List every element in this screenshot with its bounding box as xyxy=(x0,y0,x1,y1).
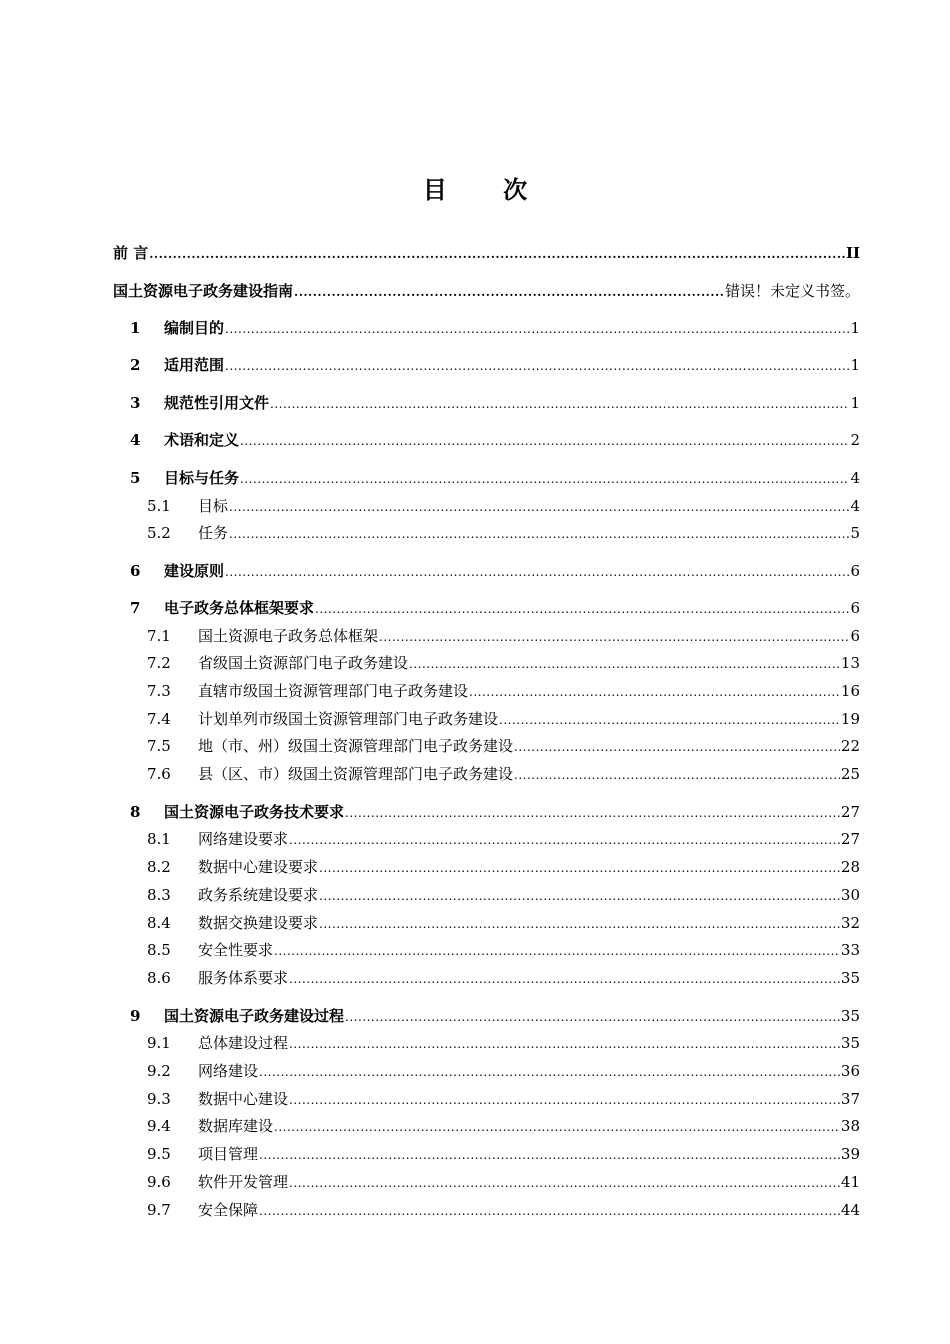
toc-entry-page: 4 xyxy=(850,497,860,515)
toc-entry-page: 36 xyxy=(840,1062,860,1080)
toc-leader-dots xyxy=(240,431,849,451)
toc-entry-label: 国土资源电子政务总体框架 xyxy=(198,627,379,645)
toc-leader-dots xyxy=(289,1090,840,1110)
toc-leader-dots xyxy=(274,941,840,961)
toc-entry-label: 任务 xyxy=(198,524,229,542)
toc-entry-page: 16 xyxy=(840,682,860,700)
toc-entry[interactable] xyxy=(130,318,860,339)
toc-entry[interactable] xyxy=(130,802,860,823)
toc-entry[interactable] xyxy=(130,430,860,451)
toc-entry-page: 5 xyxy=(850,524,860,542)
toc-entry[interactable] xyxy=(147,709,860,730)
toc-entry[interactable] xyxy=(147,1089,860,1110)
toc-leader-dots xyxy=(469,682,840,702)
toc-entry[interactable] xyxy=(147,940,860,961)
toc-entry-page: 2 xyxy=(850,431,860,449)
toc-entry-number: 2 xyxy=(130,356,141,374)
toc-entry-label: 规范性引用文件 xyxy=(164,394,270,412)
toc-entry-page: 35 xyxy=(840,1034,860,1052)
toc-leader-dots xyxy=(345,803,840,823)
toc-entry-page: 6 xyxy=(850,627,860,645)
toc-entry-number: 8.2 xyxy=(147,858,171,876)
toc-leader-dots xyxy=(289,969,840,989)
toc-entry-label: 国土资源电子政务技术要求 xyxy=(164,803,345,821)
toc-entry[interactable] xyxy=(147,829,860,850)
toc-entry-number: 8.6 xyxy=(147,969,171,987)
toc-entry-number: 9.1 xyxy=(147,1034,171,1052)
toc-leader-dots xyxy=(409,654,840,674)
toc-entry[interactable] xyxy=(147,1200,860,1221)
toc-entry-page: 25 xyxy=(840,765,860,783)
toc-entry[interactable] xyxy=(147,681,860,702)
toc-entry-number: 9.6 xyxy=(147,1173,171,1191)
toc-entry[interactable] xyxy=(147,1144,860,1165)
toc-entry-page: 4 xyxy=(850,469,860,487)
toc-entry-page: 32 xyxy=(840,914,860,932)
toc-entry[interactable] xyxy=(130,598,860,619)
toc-entry-label: 数据库建设 xyxy=(198,1117,274,1135)
toc-entry-label: 项目管理 xyxy=(198,1145,259,1163)
toc-entry-number: 8.3 xyxy=(147,886,171,904)
toc-entry[interactable] xyxy=(147,653,860,674)
toc-entry-number: 7.1 xyxy=(147,627,171,645)
toc-entry[interactable] xyxy=(147,857,860,878)
toc-entry-label: 总体建设过程 xyxy=(198,1034,289,1052)
toc-leader-dots xyxy=(229,497,849,517)
toc-entry[interactable] xyxy=(147,764,860,785)
toc-entry-number: 6 xyxy=(130,562,141,580)
toc-entry-page: 35 xyxy=(840,1007,860,1025)
toc-entry-page: II xyxy=(845,244,860,262)
toc-entry-label: 省级国土资源部门电子政务建设 xyxy=(198,654,409,672)
toc-entry[interactable] xyxy=(147,1172,860,1193)
toc-leader-dots xyxy=(229,524,849,544)
toc-entry-label: 前 言 xyxy=(113,244,149,262)
toc-leader-dots xyxy=(379,627,849,647)
toc-leader-dots xyxy=(259,1062,840,1082)
toc-entry-page: 38 xyxy=(840,1117,860,1135)
toc-leader-dots xyxy=(499,710,840,730)
toc-entry-number: 7.5 xyxy=(147,737,171,755)
toc-entry-label: 政务系统建设要求 xyxy=(198,886,319,904)
toc-entry-label: 目标与任务 xyxy=(164,469,240,487)
toc-entry[interactable] xyxy=(147,523,860,544)
toc-entry-number: 9.3 xyxy=(147,1090,171,1108)
toc-entry-label: 术语和定义 xyxy=(164,431,240,449)
toc-entry[interactable] xyxy=(130,355,860,376)
toc-leader-dots xyxy=(270,394,849,414)
toc-entry[interactable] xyxy=(147,1061,860,1082)
toc-leader-dots xyxy=(319,886,840,906)
toc-entry-label: 数据中心建设要求 xyxy=(198,858,319,876)
toc-entry-number: 7.4 xyxy=(147,710,171,728)
toc-leader-dots xyxy=(289,830,840,850)
toc-entry-number: 5.2 xyxy=(147,524,171,542)
toc-entry[interactable] xyxy=(130,561,860,582)
toc-entry-page: 1 xyxy=(850,319,860,337)
toc-entry-label: 网络建设要求 xyxy=(198,830,289,848)
toc-entry-label: 适用范围 xyxy=(164,356,225,374)
toc-leader-dots xyxy=(294,282,724,302)
toc-entry-number: 9.2 xyxy=(147,1062,171,1080)
toc-entry-page: 39 xyxy=(840,1145,860,1163)
toc-leader-dots xyxy=(289,1034,840,1054)
toc-entry-number: 9.4 xyxy=(147,1117,171,1135)
toc-entry[interactable] xyxy=(147,1116,860,1137)
toc-entry-page: 44 xyxy=(840,1201,860,1219)
toc-entry-label: 国土资源电子政务建设指南 xyxy=(113,282,294,300)
toc-entry-label: 地（市、州）级国土资源管理部门电子政务建设 xyxy=(198,737,514,755)
toc-leader-dots xyxy=(345,1007,840,1027)
toc-leader-dots xyxy=(274,1117,840,1137)
toc-entry-label: 电子政务总体框架要求 xyxy=(164,599,315,617)
toc-entry-page: 1 xyxy=(850,394,860,412)
toc-entry[interactable] xyxy=(147,496,860,517)
toc-entry-page: 6 xyxy=(850,599,860,617)
toc-entry-page: 22 xyxy=(840,737,860,755)
toc-leader-dots xyxy=(225,319,849,339)
toc-leader-dots xyxy=(225,356,849,376)
toc-entry-label: 数据中心建设 xyxy=(198,1090,289,1108)
toc-leader-dots xyxy=(319,858,840,878)
toc-entry[interactable] xyxy=(113,243,860,264)
toc-entry-page: 35 xyxy=(840,969,860,987)
toc-leader-dots xyxy=(315,599,849,619)
toc-entry-label: 安全性要求 xyxy=(198,941,274,959)
toc-entry-label: 网络建设 xyxy=(198,1062,259,1080)
toc-entry[interactable] xyxy=(147,968,860,989)
toc-entry[interactable] xyxy=(130,1006,860,1027)
toc-heading: 目 次 xyxy=(422,176,552,204)
toc-entry[interactable] xyxy=(130,468,860,489)
toc-entry-page: 19 xyxy=(840,710,860,728)
toc-entry-page: 28 xyxy=(840,858,860,876)
toc-entry[interactable] xyxy=(147,885,860,906)
toc-entry-number: 8.4 xyxy=(147,914,171,932)
toc-entry-number: 8.5 xyxy=(147,941,171,959)
toc-entry[interactable] xyxy=(147,736,860,757)
toc-leader-dots xyxy=(514,737,840,757)
toc-entry[interactable] xyxy=(113,281,860,302)
toc-entry-page: 30 xyxy=(840,886,860,904)
toc-entry-number: 7.6 xyxy=(147,765,171,783)
toc-entry[interactable] xyxy=(130,393,860,414)
toc-leader-dots xyxy=(225,562,849,582)
toc-entry-label: 直辖市级国土资源管理部门电子政务建设 xyxy=(198,682,469,700)
toc-entry-page: 27 xyxy=(840,830,860,848)
toc-entry-label: 软件开发管理 xyxy=(198,1173,289,1191)
toc-entry-number: 4 xyxy=(130,431,141,449)
toc-entry-number: 1 xyxy=(130,319,141,337)
toc-entry-number: 5.1 xyxy=(147,497,171,515)
toc-entry-page: 13 xyxy=(840,654,860,672)
toc-entry-label: 服务体系要求 xyxy=(198,969,289,987)
toc-entry-number: 9.5 xyxy=(147,1145,171,1163)
toc-entry-page: 27 xyxy=(840,803,860,821)
toc-leader-dots xyxy=(514,765,840,785)
toc-leader-dots xyxy=(319,914,840,934)
toc-entry-number: 7 xyxy=(130,599,141,617)
toc-entry-number: 7.3 xyxy=(147,682,171,700)
toc-entry-page: 37 xyxy=(840,1090,860,1108)
toc-entry-label: 编制目的 xyxy=(164,319,225,337)
toc-entry-number: 8.1 xyxy=(147,830,171,848)
toc-entry-number: 7.2 xyxy=(147,654,171,672)
toc-entry-number: 3 xyxy=(130,394,141,412)
toc-entry-page: 错误！未定义书签。 xyxy=(724,282,860,300)
toc-entry[interactable] xyxy=(147,1033,860,1054)
toc-entry-number: 9.7 xyxy=(147,1201,171,1219)
toc-entry-label: 国土资源电子政务建设过程 xyxy=(164,1007,345,1025)
toc-entry-page: 33 xyxy=(840,941,860,959)
toc-leader-dots xyxy=(240,469,849,489)
toc-entry-number: 8 xyxy=(130,803,141,821)
toc-leader-dots xyxy=(259,1201,840,1221)
toc-entry-label: 计划单列市级国土资源管理部门电子政务建设 xyxy=(198,710,499,728)
toc-entry-label: 数据交换建设要求 xyxy=(198,914,319,932)
toc-leader-dots xyxy=(149,244,845,264)
toc-entry-number: 5 xyxy=(130,469,141,487)
toc-entry-label: 目标 xyxy=(198,497,229,515)
toc-entry[interactable] xyxy=(147,626,860,647)
toc-entry-label: 建设原则 xyxy=(164,562,225,580)
toc-entry-number: 9 xyxy=(130,1007,141,1025)
toc-leader-dots xyxy=(259,1145,840,1165)
toc-entry-page: 6 xyxy=(850,562,860,580)
toc-entry[interactable] xyxy=(147,913,860,934)
toc-entry-page: 1 xyxy=(850,356,860,374)
toc-leader-dots xyxy=(289,1173,840,1193)
toc-entry-page: 41 xyxy=(840,1173,860,1191)
toc-entry-label: 县（区、市）级国土资源管理部门电子政务建设 xyxy=(198,765,514,783)
toc-entry-label: 安全保障 xyxy=(198,1201,259,1219)
